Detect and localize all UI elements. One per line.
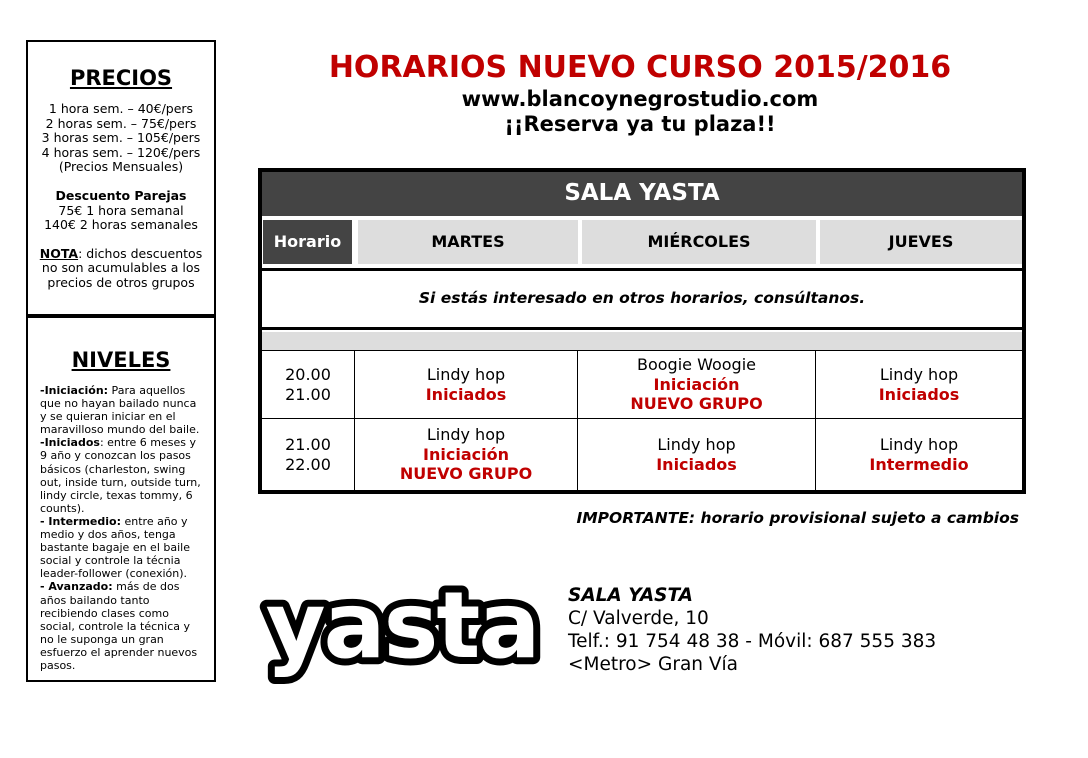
dance-style: Lindy hop — [657, 435, 736, 454]
venue-info — [568, 584, 936, 676]
level-label: -Iniciados — [40, 436, 100, 450]
price-line: 4 horas sem. – 120€/pers — [41, 144, 201, 160]
room-title: SALA YASTA — [262, 172, 1022, 216]
venue-name: SALA YASTA — [568, 585, 693, 606]
time-start: 21.00 — [285, 435, 331, 454]
note-label: NOTA — [39, 245, 79, 261]
class-cell — [578, 351, 816, 419]
dance-style: Lindy hop — [426, 425, 506, 445]
time-cell — [262, 351, 355, 419]
level: Iniciados — [656, 454, 737, 474]
level-text: : entre 6 meses y 9 año y conozcan los pasos básicos (charleston, swing out, inside turn, outside turn, lindy circle, texas tommy, 6 counts). — [40, 436, 201, 515]
prices-title: PRECIOS — [69, 66, 173, 90]
price-list — [28, 102, 214, 175]
levels-box — [26, 314, 216, 682]
time-end: 22.00 — [285, 454, 331, 474]
time-cell — [262, 419, 355, 490]
level: Iniciación — [653, 374, 740, 394]
new-group: NUEVO GRUPO — [630, 394, 763, 414]
separator-strip — [262, 332, 1022, 351]
discount — [28, 189, 214, 233]
dance-style: Lindy hop — [426, 365, 506, 384]
price-line: 1 hora sem. – 40€/pers — [48, 101, 194, 116]
price-line: (Precios Mensuales) — [58, 159, 184, 175]
col-miercoles: MIÉRCOLES — [582, 220, 816, 264]
levels-title: NIVELES — [71, 348, 171, 372]
level-text: más de dos años bailando tanto recibiendo clases como social, controle la técnica y no le suponga un gran esfuerzo el aprender nuevos pasos. — [40, 580, 198, 672]
venue-metro: <Metro> Gran Vía — [568, 654, 739, 675]
level-label: - Intermedio: — [40, 514, 121, 528]
price-line: 3 horas sem. – 105€/pers — [41, 130, 201, 146]
levels-text — [28, 384, 214, 672]
venue-phone: Telf.: 91 754 48 38 - Móvil: 687 555 383 — [568, 631, 937, 652]
discount-line: 75€ 1 hora semanal — [58, 202, 184, 218]
svg-text:yasta: yasta — [265, 575, 539, 679]
venue-address: C/ Valverde, 10 — [568, 608, 709, 629]
level-label: -Iniciación: — [40, 384, 109, 397]
level-text: Para aquellos que no hayan bailado nunca y se quieran iniciar en el maravilloso mundo del baile. — [40, 384, 200, 437]
yasta-logo — [252, 575, 552, 695]
discount-title: Descuento Parejas — [55, 187, 187, 203]
time-start: 20.00 — [285, 365, 331, 384]
level: Intermedio — [869, 454, 969, 474]
class-cell — [816, 419, 1022, 490]
note-row: Si estás interesado en otros horarios, consúltanos. — [262, 268, 1022, 330]
col-jueves: JUEVES — [820, 220, 1022, 264]
note — [28, 247, 214, 291]
discount-line: 140€ 2 horas semanales — [44, 217, 198, 233]
class-cell — [355, 351, 578, 419]
dance-style: Lindy hop — [879, 365, 959, 384]
class-cell — [816, 351, 1022, 419]
page-title: HORARIOS NUEVO CURSO 2015/2016 — [328, 50, 952, 85]
level: Iniciación — [423, 444, 509, 464]
level: Iniciados — [425, 384, 507, 404]
time-end: 21.00 — [285, 384, 331, 404]
note-text: : dichos descuentos no son acumulables a los precios de otros grupos — [41, 245, 203, 290]
website: www.blancoynegrostudio.com — [461, 87, 819, 111]
col-horario: Horario — [263, 220, 352, 264]
new-group: NUEVO GRUPO — [399, 464, 533, 484]
level: Iniciados — [878, 384, 960, 404]
col-martes: MARTES — [358, 220, 578, 264]
class-cell — [355, 419, 578, 490]
prices-box — [26, 40, 216, 318]
level-text: entre año y medio y dos años, tenga bastante bagaje en el baile social y controle la técnia leader-follower (conexión). — [40, 514, 190, 581]
schedule-table — [258, 168, 1026, 494]
dance-style: Lindy hop — [879, 435, 959, 454]
reserve-text: ¡¡Reserva ya tu plaza!! — [504, 112, 776, 136]
important-note: IMPORTANTE: horario provisional sujeto a cambios — [576, 509, 1019, 527]
class-cell — [578, 419, 816, 490]
dance-style: Boogie Woogie — [637, 355, 756, 375]
level-label: - Avanzado: — [40, 580, 113, 594]
price-line: 2 horas sem. – 75€/pers — [45, 115, 197, 131]
